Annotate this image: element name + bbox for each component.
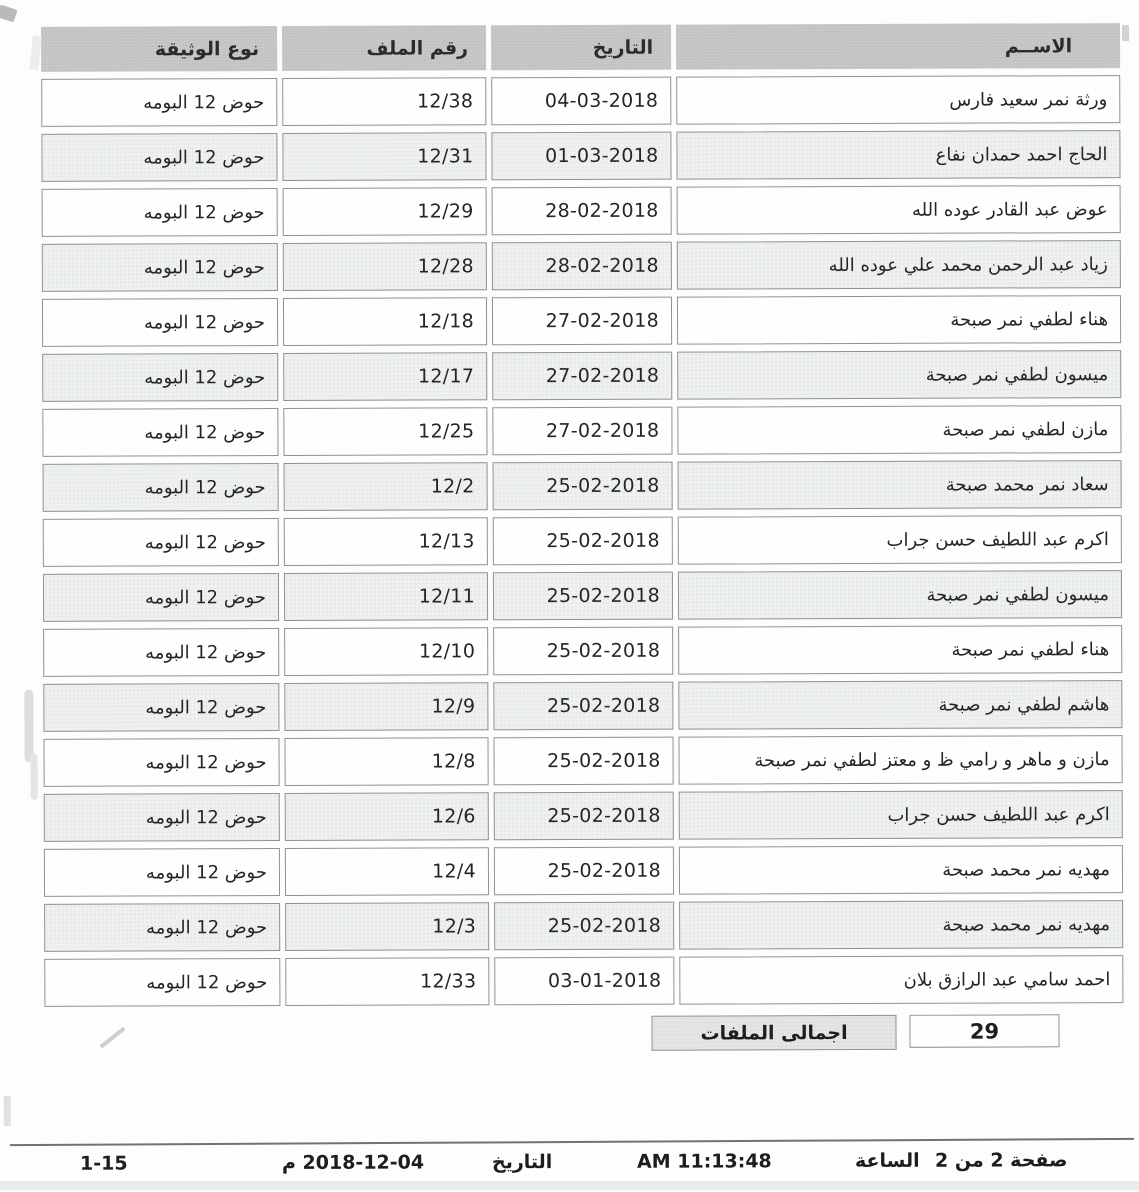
cell-doc-type: حوض 12 البومه bbox=[41, 133, 277, 182]
cell-file-number: 12/29 bbox=[283, 187, 487, 236]
page-range-label: 1-15 bbox=[79, 1152, 128, 1175]
cell-date: 25-02-2018 bbox=[493, 517, 673, 566]
time-label: الساعة bbox=[854, 1149, 920, 1173]
cell-date: 27-02-2018 bbox=[492, 352, 672, 401]
cell-doc-type: حوض 12 البومه bbox=[43, 683, 279, 732]
cell-doc-type: حوض 12 البومه bbox=[43, 573, 279, 622]
cell-file-number: 12/9 bbox=[284, 682, 488, 731]
cell-date: 25-02-2018 bbox=[493, 737, 673, 786]
time-value: 11:13:48 AM bbox=[636, 1150, 772, 1173]
cell-name: هناء لطفي نمر صبحة bbox=[677, 295, 1121, 345]
cell-date: 25-02-2018 bbox=[494, 792, 674, 841]
page-number-label: صفحة 2 من 2 bbox=[934, 1149, 1068, 1172]
cell-name: ورثة نمر سعيد فارس bbox=[676, 75, 1120, 125]
cell-file-number: 12/28 bbox=[283, 242, 487, 291]
cell-file-number: 12/2 bbox=[284, 462, 488, 511]
cell-doc-type: حوض 12 البومه bbox=[42, 408, 278, 457]
cell-file-number: 12/18 bbox=[283, 297, 487, 346]
date-label: التاريخ bbox=[491, 1151, 553, 1174]
cell-name: هناء لطفي نمر صبحة bbox=[678, 625, 1122, 675]
cell-doc-type: حوض 12 البومه bbox=[42, 188, 278, 237]
cell-doc-type: حوض 12 البومه bbox=[44, 903, 280, 952]
cell-doc-type: حوض 12 البومه bbox=[41, 78, 277, 127]
column-header-file-number: رقم الملف bbox=[282, 25, 486, 71]
cell-date: 25-02-2018 bbox=[494, 847, 674, 896]
cell-file-number: 12/6 bbox=[285, 792, 489, 841]
cell-doc-type: حوض 12 البومه bbox=[43, 463, 279, 512]
cell-date: 27-02-2018 bbox=[492, 407, 672, 456]
cell-doc-type: حوض 12 البومه bbox=[43, 738, 279, 787]
cell-name: سعاد نمر محمد صبحة bbox=[678, 460, 1122, 510]
cell-date: 27-02-2018 bbox=[492, 297, 672, 346]
column-header-date: التاريخ bbox=[491, 25, 671, 71]
cell-name: مازن و ماهر و رامي ظ و معتز لطفي نمر صبحة bbox=[678, 735, 1122, 785]
cell-name: مهديه نمر محمد صبحة bbox=[679, 845, 1123, 895]
scan-smudge bbox=[4, 1096, 11, 1126]
cell-file-number: 12/31 bbox=[282, 132, 486, 181]
cell-date: 25-02-2018 bbox=[493, 682, 673, 731]
cell-doc-type: حوض 12 البومه bbox=[44, 958, 280, 1007]
cell-date: 04-03-2018 bbox=[491, 77, 671, 126]
cell-file-number: 12/10 bbox=[284, 627, 488, 676]
scan-edge-strip bbox=[0, 1181, 1139, 1190]
cell-name: احمد سامي عبد الرازق بلان bbox=[679, 955, 1123, 1005]
scan-smudge bbox=[1122, 25, 1129, 41]
cell-date: 28-02-2018 bbox=[492, 187, 672, 236]
cell-name: الحاج احمد حمدان نفاع bbox=[676, 130, 1120, 180]
total-files-value: 29 bbox=[909, 1014, 1059, 1048]
cell-name: ميسون لطفي نمر صبحة bbox=[678, 570, 1122, 620]
cell-name: ميسون لطفي نمر صبحة bbox=[677, 350, 1121, 400]
cell-doc-type: حوض 12 البومه bbox=[43, 628, 279, 677]
cell-name: اكرم عبد اللطيف حسن جراب bbox=[678, 515, 1122, 565]
cell-doc-type: حوض 12 البومه bbox=[42, 353, 278, 402]
cell-file-number: 12/4 bbox=[285, 847, 489, 896]
cell-file-number: 12/13 bbox=[284, 517, 488, 566]
cell-doc-type: حوض 12 البومه bbox=[44, 793, 280, 842]
cell-doc-type: حوض 12 البومه bbox=[42, 298, 278, 347]
scan-smudge bbox=[31, 754, 38, 800]
scan-smudge bbox=[24, 690, 33, 762]
cell-file-number: 12/3 bbox=[285, 902, 489, 951]
cell-file-number: 12/25 bbox=[283, 407, 487, 456]
cell-name: اكرم عبد اللطيف حسن جراب bbox=[679, 790, 1123, 840]
cell-name: مهديه نمر محمد صبحة bbox=[679, 900, 1123, 950]
cell-name: مازن لطفي نمر صبحة bbox=[677, 405, 1121, 455]
cell-file-number: 12/17 bbox=[283, 352, 487, 401]
cell-name: عوض عبد القادر عوده الله bbox=[677, 185, 1121, 235]
column-header-doc-type: نوع الوثيقة bbox=[41, 26, 277, 72]
cell-doc-type: حوض 12 البومه bbox=[42, 243, 278, 292]
date-value: 2018-12-04 م bbox=[281, 1151, 425, 1175]
cell-date: 25-02-2018 bbox=[493, 627, 673, 676]
cell-date: 03-01-2018 bbox=[494, 957, 674, 1006]
cell-date: 28-02-2018 bbox=[492, 242, 672, 291]
total-files-label: اجمالى الملفات bbox=[651, 1015, 896, 1051]
column-header-name: الاســم bbox=[676, 23, 1120, 70]
cell-file-number: 12/11 bbox=[284, 572, 488, 621]
cell-date: 25-02-2018 bbox=[493, 572, 673, 621]
cell-date: 01-03-2018 bbox=[491, 132, 671, 181]
cell-doc-type: حوض 12 البومه bbox=[43, 518, 279, 567]
cell-name: هاشم لطفي نمر صبحة bbox=[678, 680, 1122, 730]
cell-name: زياد عبد الرحمن محمد علي عوده الله bbox=[677, 240, 1121, 290]
cell-date: 25-02-2018 bbox=[493, 462, 673, 511]
cell-date: 25-02-2018 bbox=[494, 902, 674, 951]
cell-doc-type: حوض 12 البومه bbox=[44, 848, 280, 897]
cell-file-number: 12/8 bbox=[284, 737, 488, 786]
cell-file-number: 12/33 bbox=[285, 957, 489, 1006]
cell-file-number: 12/38 bbox=[282, 77, 486, 126]
